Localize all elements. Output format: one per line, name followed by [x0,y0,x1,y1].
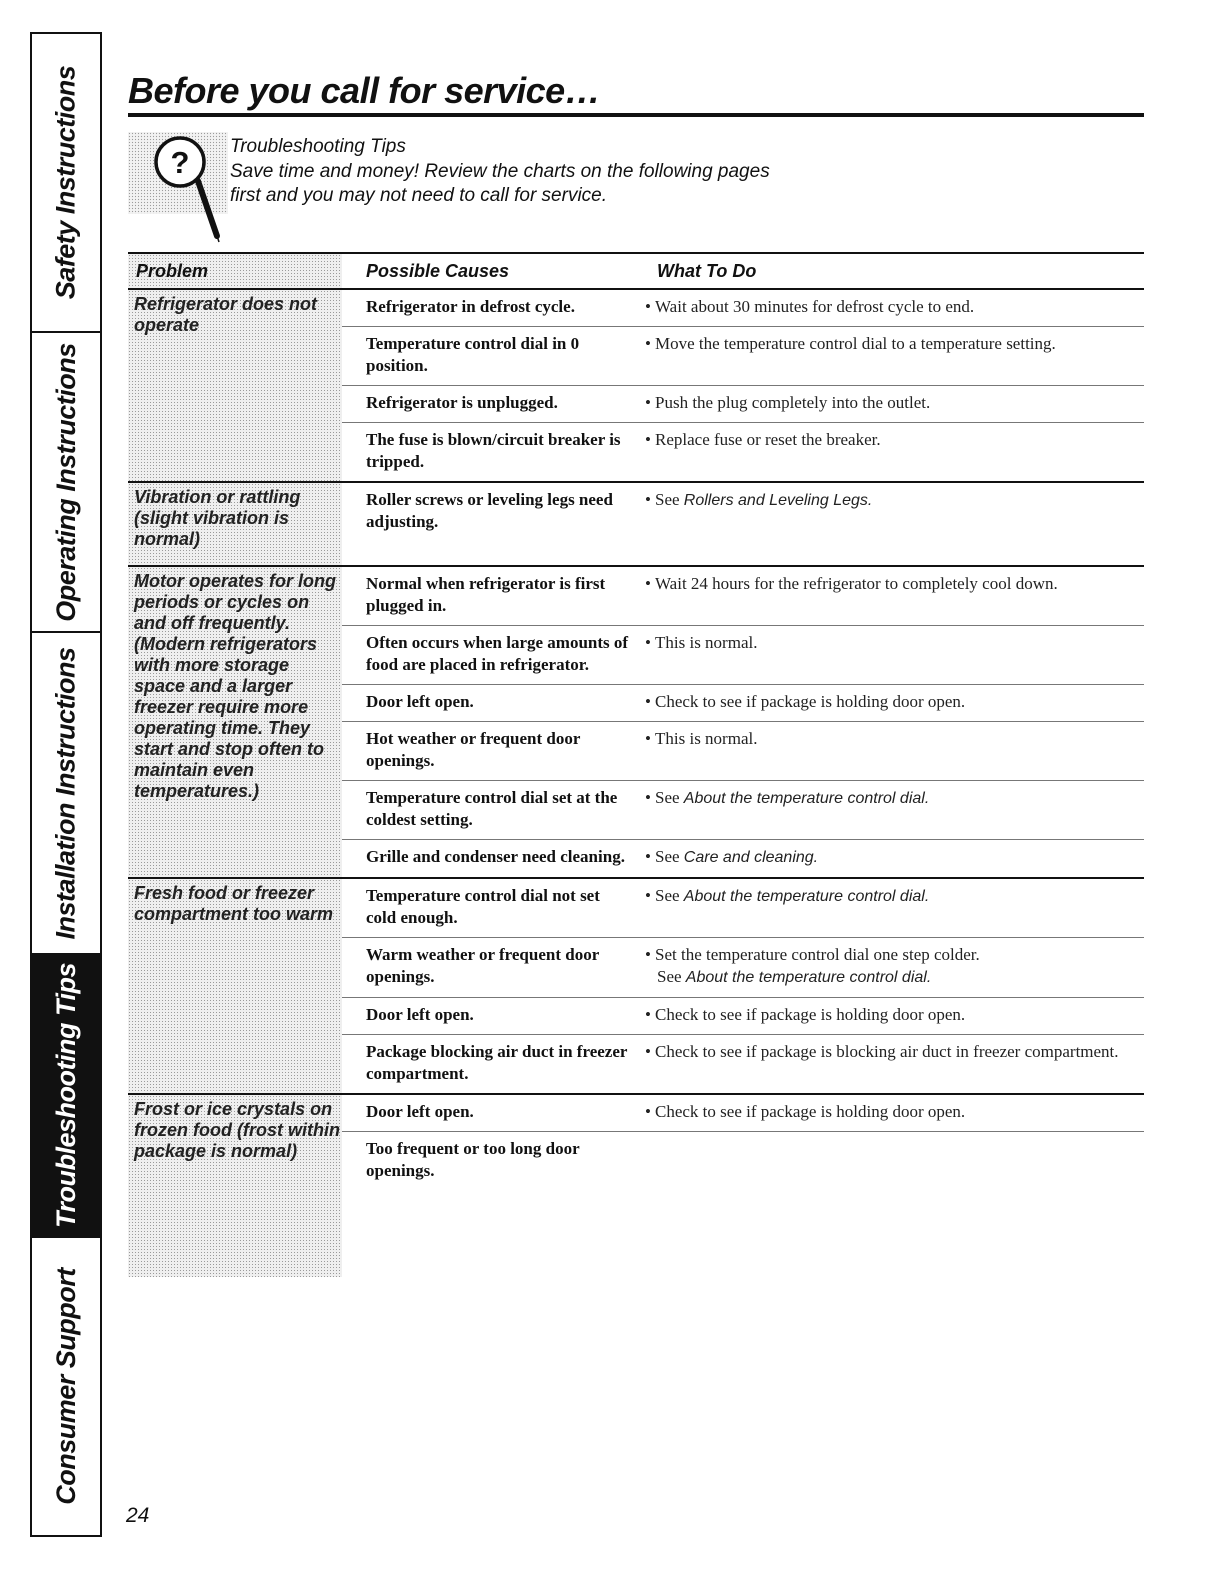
todo-cell [633,483,1144,541]
cause-cell: Hot weather or frequent door openings. [366,729,581,770]
bullet-icon: • [645,886,651,905]
cause-cell: Temperature control dial set at the coldest setting. [366,788,618,829]
bullet-icon: • [645,847,651,866]
todo-cell [633,781,1144,839]
todo-text: This is normal. [655,633,758,652]
todo-cell [633,1095,1144,1131]
cause-cell: Door left open. [366,1005,474,1024]
todo-text: This is normal. [655,729,758,748]
tab-troubleshooting-tips[interactable] [32,955,100,1238]
cause-cell: Too frequent or too long door openings. [366,1139,580,1180]
bullet-icon: • [645,1042,651,1061]
header-problem: Problem [136,261,209,281]
cause-cell: Refrigerator in defrost cycle. [366,297,575,316]
todo-cell [633,685,1144,721]
todo-cell [633,938,1144,997]
todo-text: Set the temperature control dial one step colder. [655,945,980,964]
todo-cell [633,290,1144,326]
problem-section [128,290,1144,483]
page-number: 24 [126,1504,150,1527]
svg-text:?: ? [170,145,190,180]
table-row [342,483,1144,541]
tab-label: Consumer Support [50,1268,81,1505]
tab-label: Troubleshooting Tips [50,963,81,1228]
bullet-icon: • [645,1005,651,1024]
todo-reference: About the temperature control dial. [683,790,930,807]
todo-cell [633,327,1144,385]
problem-cell: Refrigerator does not operate [128,290,342,481]
cause-cell: Roller screws or leveling legs need adjusting. [366,490,613,531]
cause-cell: Package blocking air duct in freezer compartment. [366,1042,628,1083]
problem-cell: Motor operates for long periods or cycles on and off frequently. (Modern refrigerators with more storage space and a larger freezer require more operating time. They start and stop often to maintain even temperatures.) [128,567,342,877]
todo-cell [633,840,1144,877]
todo-text: Check to see if package is holding door open. [655,1005,966,1024]
cause-cell: Temperature control dial in 0 position. [366,334,580,375]
todo-text: Check to see if package is holding door open. [655,1102,966,1121]
todo-cell [633,567,1144,625]
todo-text: See [655,788,680,807]
todo-text: Wait about 30 minutes for defrost cycle to end. [655,297,975,316]
bullet-icon: • [645,788,651,807]
problem-cell: Fresh food or freezer compartment too warm [128,879,342,1093]
todo-cell [633,879,1144,937]
todo-cell [633,722,1144,780]
problem-section [128,567,1144,879]
bullet-icon: • [645,633,651,652]
table-row [342,840,1144,877]
table-header [128,252,1144,290]
todo-text: Move the temperature control dial to a temperature setting. [655,334,1056,353]
bullet-icon: • [645,334,651,353]
cause-cell: Normal when refrigerator is first plugged in. [366,574,606,615]
todo-cell [633,423,1144,481]
cause-cell: The fuse is blown/circuit breaker is tripped. [366,430,621,471]
question-magnifier-icon [128,132,228,247]
tips-heading: Troubleshooting Tips [230,136,406,157]
table-row [342,998,1144,1035]
table-row [342,722,1144,781]
todo-text: See [655,490,680,509]
table-row [342,290,1144,327]
todo-see: See [657,967,682,986]
todo-reference: About the temperature control dial. [685,969,932,986]
bullet-icon: • [645,574,651,593]
todo-cell [633,998,1144,1034]
todo-text: Check to see if package is blocking air duct in freezer compartment. [655,1042,1119,1061]
bullet-icon: • [645,729,651,748]
cause-cell: Warm weather or frequent door openings. [366,945,599,986]
bullet-icon: • [645,297,651,316]
table-row [342,1035,1144,1093]
title-rule [128,113,1144,117]
problem-section [128,483,1144,567]
tab-label: Operating Instructions [50,342,81,622]
todo-reference: About the temperature control dial. [683,888,930,905]
troubleshooting-table [128,252,1144,1277]
problem-section [128,1095,1144,1277]
todo-text: Push the plug completely into the outlet. [655,393,931,412]
cause-cell: Door left open. [366,692,474,711]
cause-cell: Often occurs when large amounts of food are placed in refrigerator. [366,633,629,674]
section-tabs [30,32,102,1537]
todo-text: Wait 24 hours for the refrigerator to completely cool down. [655,574,1058,593]
table-row [342,685,1144,722]
todo-cell [633,386,1144,422]
table-row [342,386,1144,423]
todo-text: Replace fuse or reset the breaker. [655,430,881,449]
problem-cell: Vibration or rattling (slight vibration is normal) [128,483,342,565]
todo-reference: Care and cleaning. [683,849,819,866]
bullet-icon: • [645,393,651,412]
cause-cell: Grille and condenser need cleaning. [366,847,625,866]
bullet-icon: • [645,945,651,964]
tips-text: Save time and money! Review the charts on the following pages first and you may not need to call for service. [230,161,770,206]
todo-cell [633,626,1144,684]
tab-operating-instructions[interactable] [32,333,100,633]
table-row [342,1132,1144,1190]
bullet-icon: • [645,1102,651,1121]
problem-cell: Frost or ice crystals on frozen food (frost within package is normal) [128,1095,342,1277]
table-row [342,423,1144,481]
problem-section [128,879,1144,1095]
table-row [342,879,1144,938]
table-row [342,567,1144,626]
todo-cell [633,1132,1144,1190]
header-what-to-do: What To Do [657,261,757,281]
tab-label: Installation Instructions [50,646,81,940]
tab-label: Safety Instructions [50,65,81,300]
table-row [342,626,1144,685]
todo-cell [633,1035,1144,1093]
cause-cell: Door left open. [366,1102,474,1121]
bullet-icon: • [645,490,651,509]
table-row [342,327,1144,386]
bullet-icon: • [645,430,651,449]
todo-text: Check to see if package is holding door open. [655,692,966,711]
page-title: Before you call for service… [128,70,601,111]
todo-text: See [655,847,680,866]
bullet-icon: • [645,692,651,711]
table-row [342,781,1144,840]
header-possible-causes: Possible Causes [366,261,510,281]
todo-text: See [655,886,680,905]
todo-see-line [645,966,1144,989]
cause-cell: Temperature control dial not set cold enough. [366,886,600,927]
table-row [342,1095,1144,1132]
tab-installation-instructions[interactable] [32,633,100,955]
todo-reference: Rollers and Leveling Legs. [683,492,873,509]
table-row [342,938,1144,998]
tab-safety-instructions[interactable] [32,34,100,333]
cause-cell: Refrigerator is unplugged. [366,393,558,412]
tab-consumer-support[interactable] [32,1238,100,1535]
